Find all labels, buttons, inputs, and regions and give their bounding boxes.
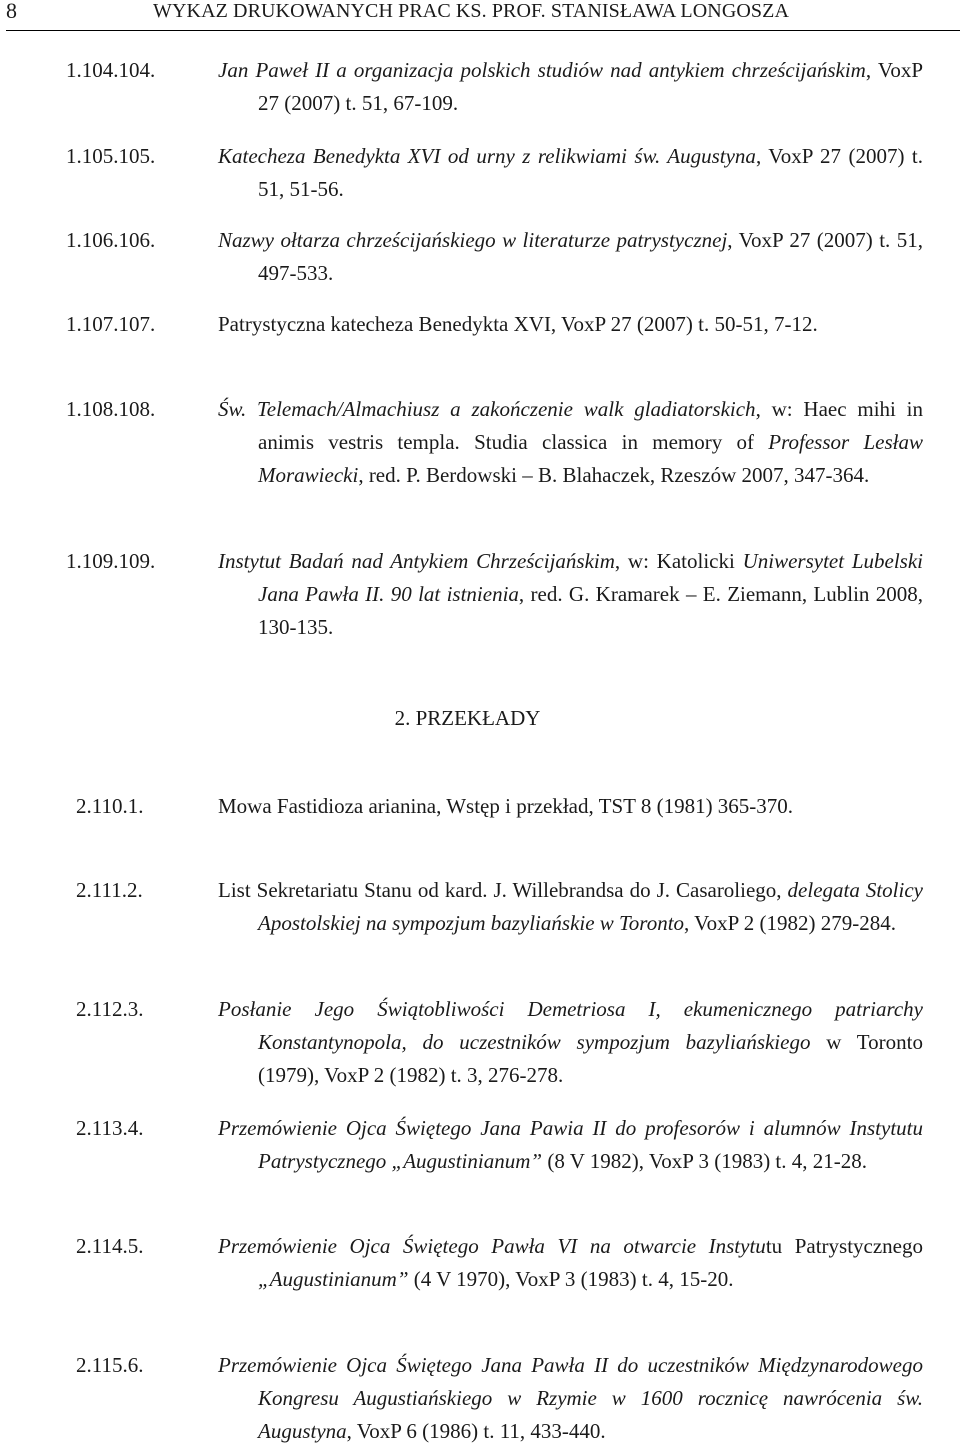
entry-details: , w: Haec mihi in animis vestris templa. Studia classica in memory of <box>258 397 924 454</box>
entry-text <box>218 308 923 341</box>
entry-title: Jan Paweł II a organizacja polskich studiów nad antykiem chrześcijańskim <box>218 58 866 82</box>
entry-details: tu Patrystycznego <box>765 1234 923 1258</box>
entry-title: Przemówienie Ojca Świętego Jana Pawia II do profesorów i alumnów Instytutu Patrystycznego „Augustinianum” <box>218 1116 923 1173</box>
entry-text <box>218 224 923 290</box>
entry-details: (8 V 1982), VoxP 3 (1983) t. 4, 21-28. <box>542 1149 868 1173</box>
entry-details: , VoxP 27 (2007) t. 51, 51-56. <box>258 144 923 201</box>
entry-text <box>218 140 923 206</box>
entry-text <box>218 1230 923 1296</box>
entry-text <box>218 393 923 492</box>
entry-details: List Sekretariatu Stanu od kard. J. Willebrandsa do J. Casaroliego, <box>218 878 788 902</box>
page-number: 8 <box>6 0 17 23</box>
entry-text <box>218 993 923 1092</box>
entry-details: w Toronto (1979), VoxP 2 (1982) t. 3, 276-278. <box>258 1030 923 1087</box>
entry-details: Mowa Fastidioza arianina, Wstęp i przekład, TST 8 (1981) 365-370. <box>218 794 794 818</box>
entry-number: 2.111.2. <box>76 878 143 902</box>
page-header <box>6 0 960 31</box>
entry-details: , w: Katolicki <box>614 549 743 573</box>
section-heading-text: 2. PRZEKŁADY <box>394 706 541 730</box>
entry-title: Św. Telemach/Almachiusz a zakończenie walk gladiatorskich <box>218 397 756 421</box>
entry-title-secondary: Professor Lesław Morawiecki <box>258 430 923 487</box>
entry-number: 1.109.109. <box>66 549 156 573</box>
entry-title: Nazwy ołtarza chrześcijańskiego w literaturze patrystycznej <box>218 228 728 252</box>
entry-number: 2.115.6. <box>76 1353 144 1377</box>
entry-text <box>218 1349 923 1448</box>
entry-title: Przemówienie Ojca Świętego Pawła VI na otwarcie Instytu <box>218 1234 766 1258</box>
section-heading <box>0 702 960 735</box>
entry-number: 1.107.107. <box>66 312 156 336</box>
entry-details: , VoxP 6 (1986) t. 11, 433-440. <box>346 1419 606 1443</box>
running-title: WYKAZ DRUKOWANYCH PRAC KS. PROF. STANISŁAWA LONGOSZA <box>153 0 789 22</box>
entry-number: 2.110.1. <box>76 794 144 818</box>
entry-details: , VoxP 27 (2007) t. 51, 67-109. <box>258 58 924 115</box>
entry-details: , VoxP 27 (2007) t. 51, 497-533. <box>258 228 923 285</box>
entry-details-secondary: (4 V 1970), VoxP 3 (1983) t. 4, 15-20. <box>408 1267 734 1291</box>
entry-title-secondary: Uniwersytet Lubelski Jana Pawła II. 90 lat istnienia <box>258 549 923 606</box>
entry-title: Posłanie Jego Świątobliwości Demetriosa I, ekumenicznego patriarchy Konstantynopola, do uczestników sympozjum bazyliańskiego <box>218 997 923 1054</box>
entry-title-secondary: „Augustinianum” <box>258 1267 409 1291</box>
entry-text <box>218 874 923 940</box>
entry-details-secondary: , VoxP 2 (1982) 279-284. <box>684 911 896 935</box>
entry-title: Przemówienie Ojca Świętego Jana Pawła II do uczestników Międzynarodowego Kongresu Augustiańskiego w Rzymie w 1600 rocznicę nawrócenia św. Augustyna <box>218 1353 923 1443</box>
entry-number: 1.104.104. <box>66 58 156 82</box>
entry-text <box>218 545 923 644</box>
entry-title: Katecheza Benedykta XVI od urny z relikwiami św. Augustyna <box>218 144 756 168</box>
entry-details-secondary: , red. G. Kramarek – E. Ziemann, Lublin 2008, 130-135. <box>258 582 924 639</box>
entry-text <box>218 1112 923 1178</box>
entry-text <box>218 790 923 823</box>
entry-title: Instytut Badań nad Antykiem Chrześcijańskim <box>218 549 615 573</box>
entry-number: 2.112.3. <box>76 997 144 1021</box>
entry-details-secondary: , red. P. Berdowski – B. Blahaczek, Rzeszów 2007, 347-364. <box>358 463 870 487</box>
entry-number: 1.105.105. <box>66 144 156 168</box>
entry-number: 1.108.108. <box>66 397 156 421</box>
entry-text <box>218 54 923 120</box>
entry-details: Patrystyczna katecheza Benedykta XVI, VoxP 27 (2007) t. 50-51, 7-12. <box>218 312 818 336</box>
entry-number: 2.113.4. <box>76 1116 144 1140</box>
entry-number: 1.106.106. <box>66 228 156 252</box>
entry-title-secondary: delegata Stolicy Apostolskiej na sympozjum bazyliańskie w Toronto <box>258 878 923 935</box>
entry-number: 2.114.5. <box>76 1234 144 1258</box>
